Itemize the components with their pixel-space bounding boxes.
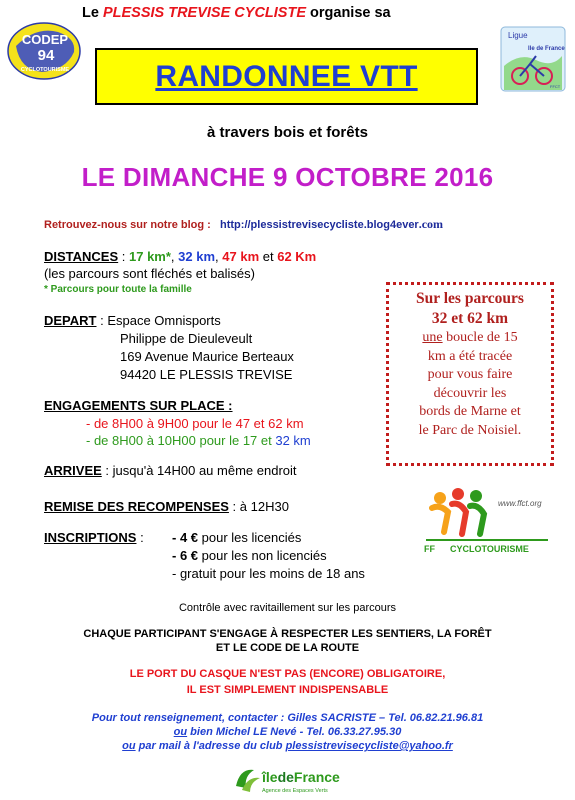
depart-venue: : Espace Omnisports (96, 313, 221, 328)
contact-ou-1: ou (173, 726, 188, 738)
casque-line-1: LE PORT DU CASQUE N'EST PAS (ENCORE) OBLIGATOIRE, (129, 668, 446, 680)
contact-email-link[interactable]: plessistrevisecycliste@yahoo.fr (285, 740, 453, 752)
sidebox-line-7: bords de Marne et (419, 404, 521, 419)
ligue-text: Ligue (508, 31, 528, 40)
contact-line-3 (0, 740, 575, 752)
organiser-suffix: organise sa (310, 5, 391, 21)
distances-label: DISTANCES (44, 249, 119, 264)
price-6-text: pour les non licenciés (198, 548, 327, 563)
idf-name-de: de (277, 769, 294, 785)
distances-sep: : (118, 249, 129, 264)
inscriptions-price-non-licencies (172, 548, 327, 563)
engagements-label: ENGAGEMENTS SUR PLACE : (44, 398, 233, 413)
contact-line-1: Pour tout renseignement, contacter : Gilles SACRISTE – Tel. 06.82.21.96.81 (91, 712, 484, 724)
sidebox-line-3 (389, 329, 551, 348)
distances-and: et (259, 249, 278, 264)
event-title: RANDONNEE VTT (155, 60, 418, 93)
inscriptions-free: - gratuit pour les moins de 18 ans (172, 566, 365, 581)
price-4: - 4 € (172, 530, 199, 545)
inscriptions-line (44, 530, 144, 545)
distances-note: (les parcours sont fléchés et balisés) (44, 266, 255, 281)
codep-subtext: CYCLOTOURISME (20, 67, 70, 73)
sidebox-line-8: le Parc de Noisiel. (418, 422, 522, 438)
parcours-info-box (386, 282, 554, 466)
price-4-text: pour les licenciés (198, 530, 302, 545)
engage-line-2: ET LE CODE DE LA ROUTE (215, 642, 360, 654)
iledefrance-logo (232, 764, 342, 796)
ligue-ffct: FFCT (550, 84, 561, 89)
contact-line-3-text: par mail à l'adresse du club (135, 740, 286, 752)
organiser-line (82, 5, 391, 21)
distance-62: 62 Km (277, 249, 317, 264)
organiser-prefix: Le (82, 5, 99, 21)
club-name: PLESSIS TREVISE CYCLISTE (102, 5, 306, 21)
event-title-box (95, 48, 478, 105)
engagements-slot-1: - de 8H00 à 9H00 pour le 47 et 62 km (86, 416, 304, 431)
sidebox-distances: 32 et 62 km (431, 310, 509, 327)
price-6: - 6 € (172, 548, 199, 563)
remise-text: : à 12H30 (228, 499, 289, 514)
contact-ou-2: ou (122, 740, 136, 752)
sidebox-line-6: découvrir les (433, 385, 507, 401)
depart-line (44, 313, 221, 328)
ligue-idf-logo (500, 26, 566, 92)
inscriptions-price-licencies (172, 530, 301, 545)
distance-32: 32 km (178, 249, 216, 264)
sidebox-line-4: km a été tracée (427, 348, 513, 364)
distances-comma-2: , (215, 249, 223, 264)
depart-label: DEPART (44, 313, 97, 328)
ffct-logo (418, 484, 554, 556)
event-date: LE DIMANCHE 9 OCTOBRE 2016 (81, 162, 494, 192)
idf-name (261, 769, 340, 785)
idf-subtitle: Agence des Espaces Verts (262, 788, 328, 794)
sidebox-word-une: une (422, 330, 443, 345)
engagements-slot-2 (86, 433, 311, 448)
arrivee-line (44, 463, 297, 478)
ffct-ff: FF (424, 544, 435, 554)
depart-address: 169 Avenue Maurice Berteaux (120, 349, 294, 364)
depart-city: 94420 LE PLESSIS TREVISE (120, 367, 293, 382)
depart-venue-name: Philippe de Dieuleveult (120, 331, 253, 346)
remise-label: REMISE DES RECOMPENSES (44, 499, 229, 514)
sidebox-line-3-rest: boucle de 15 (442, 330, 518, 345)
inscriptions-sep: : (136, 530, 144, 545)
controle-line: Contrôle avec ravitaillement sur les parcours (178, 602, 397, 614)
distance-17: 17 km* (129, 249, 171, 264)
inscriptions-label: INSCRIPTIONS (44, 530, 137, 545)
blog-url-main: http://plessistrevisecycliste.blog4ever (220, 219, 419, 231)
engage-line-1: CHAQUE PARTICIPANT S'ENGAGE À RESPECTER LES SENTIERS, LA FORÊT (83, 628, 492, 640)
sidebox-heading: Sur les parcours (416, 290, 524, 307)
event-subtitle: à travers bois et forêts (207, 124, 368, 141)
family-note: * Parcours pour toute la famille (44, 284, 192, 295)
distances-line (44, 249, 316, 264)
blog-url-tld: .com (418, 217, 444, 231)
arrivee-text: : jusqu'à 14H00 au même endroit (101, 463, 297, 478)
contact-line-2 (0, 726, 575, 738)
blog-label: Retrouvez-nous sur notre blog : (44, 219, 211, 231)
idf-name-france: France (293, 769, 340, 785)
ligue-region: Ile de France (528, 46, 565, 52)
contact-line-2-text: bien Michel LE Nevé - Tel. 06.33.27.95.30 (187, 726, 402, 738)
idf-name-ile: île (262, 769, 278, 785)
blog-link[interactable] (220, 219, 443, 231)
codep-number: 94 (37, 47, 55, 64)
blog-line (44, 217, 443, 232)
distance-47: 47 km (222, 249, 260, 264)
ffct-cyclotourisme: CYCLOTOURISME (450, 544, 529, 554)
arrivee-label: ARRIVEE (44, 463, 102, 478)
engagements-slot-2-distance: 32 km (275, 433, 311, 448)
casque-line-2: IL EST SIMPLEMENT INDISPENSABLE (186, 684, 389, 696)
distances-comma-1: , (170, 249, 179, 264)
codep-text: CODEP (21, 32, 69, 47)
sidebox-line-5: pour vous faire (427, 367, 513, 382)
ffct-url: www.ffct.org (498, 499, 542, 508)
codep-logo (6, 18, 84, 82)
remise-line (44, 499, 289, 514)
engagements-slot-2-text: - de 8H00 à 10H00 pour le 17 et (86, 433, 276, 448)
